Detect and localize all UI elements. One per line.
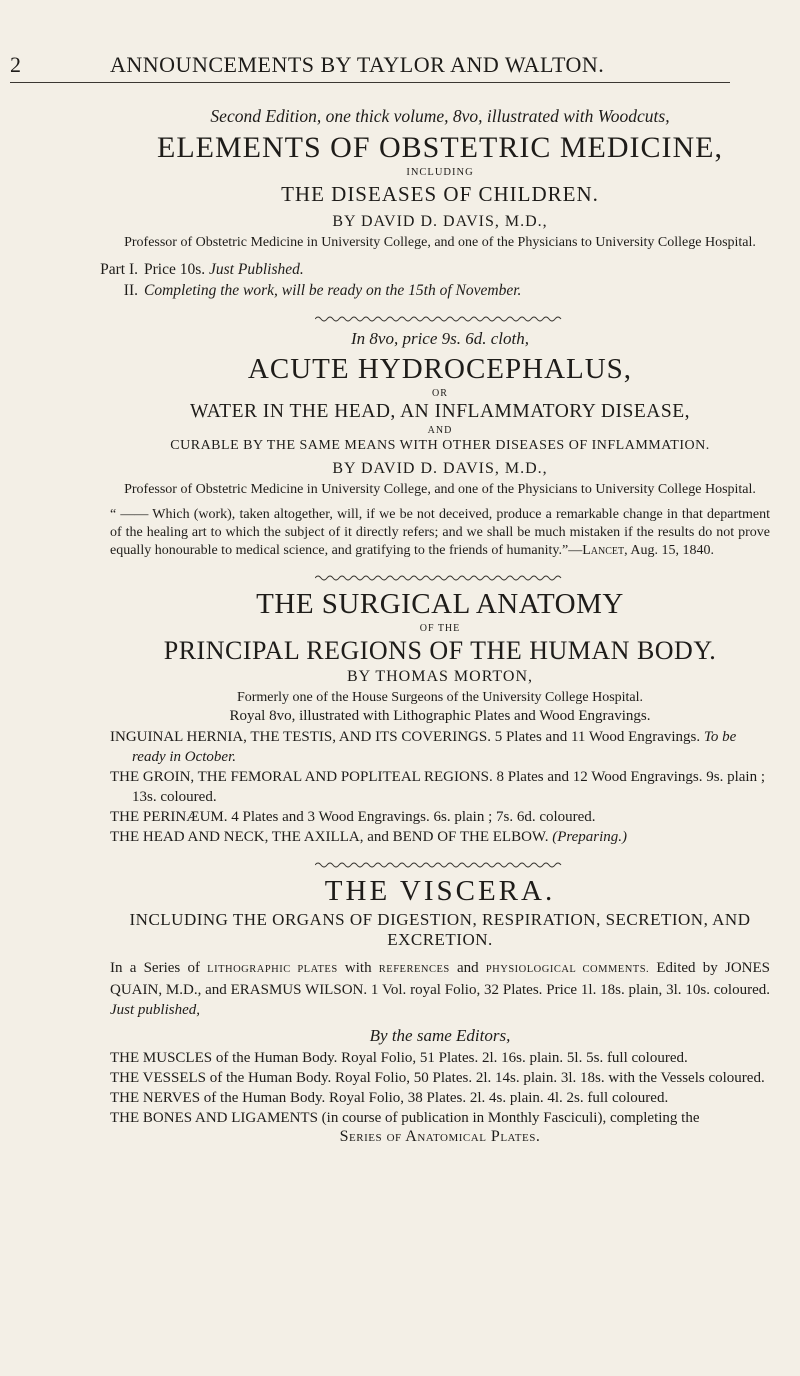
header-rule: [10, 82, 730, 83]
item-text: THE PERINÆUM. 4 Plates and 3 Wood Engravings. 6s. plain ; 7s. 6d. coloured.: [110, 809, 596, 825]
part-row: [110, 280, 770, 301]
item-text: INGUINAL HERNIA, THE TESTIS, AND ITS COVERINGS. 5 Plates and 11 Wood Engravings.: [110, 729, 704, 745]
wavy-divider: [315, 861, 565, 869]
and-label: AND: [427, 425, 453, 436]
series-text: REFERENCES: [378, 964, 450, 975]
parts-list: [100, 259, 770, 301]
series-text: LITHOGRAPHIC PLATES: [207, 964, 338, 975]
quote-source: Lancet: [582, 543, 625, 558]
item-status: To be ready in October.: [132, 729, 737, 765]
book-title: THE SURGICAL ANATOMY: [256, 588, 624, 620]
item-status: (Preparing.): [552, 829, 628, 845]
list-item: THE VESSELS of the Human Body. Royal Folio, 50 Plates. 2l. 14s. plain. 3l. 18s. with the Vessels coloured.: [110, 1070, 765, 1086]
book-subtitle-2: CURABLE BY THE SAME MEANS WITH OTHER DISEASES OF INFLAMMATION.: [170, 438, 710, 453]
running-title: ANNOUNCEMENTS BY TAYLOR AND WALTON.: [110, 52, 605, 77]
wavy-divider: [315, 574, 565, 582]
wavy-divider: [315, 315, 565, 323]
announcements: [100, 96, 770, 1146]
author-description: Professor of Obstetric Medicine in University College, and one of the Physicians to University College Hospital.: [124, 235, 756, 250]
author-description: Formerly one of the House Surgeons of the University College Hospital.: [236, 690, 644, 705]
quote-date: , Aug. 15, 1840.: [624, 543, 714, 558]
book-subtitle: THE DISEASES OF CHILDREN.: [281, 182, 599, 206]
series-text: with: [337, 960, 379, 976]
book-title: THE VISCERA.: [324, 875, 556, 907]
running-head: [10, 52, 730, 78]
part-label: Part I.: [100, 261, 138, 278]
item-text: THE GROIN, THE FEMORAL AND POPLITEAL REGIONS. 8 Plates and 12 Wood Engravings. 9s. plain ; 13s. coloured.: [110, 769, 766, 805]
list-item: THE BONES AND LIGAMENTS (in course of publication in Monthly Fasciculi), completing the: [110, 1110, 700, 1126]
list-item: [110, 727, 770, 767]
series-text: In a Series of: [110, 960, 208, 976]
book-viscera: [110, 875, 770, 1146]
series-description: [110, 958, 770, 1020]
book-subtitle: PRINCIPAL REGIONS OF THE HUMAN BODY.: [163, 636, 717, 665]
part-status: Completing the work, will be ready on the 15th of November.: [144, 282, 522, 299]
list-item: THE NERVES of the Human Body. Royal Folio, 38 Plates. 2l. 4s. plain. 4l. 2s. full coloured.: [110, 1090, 669, 1106]
item-text: THE HEAD AND NECK, THE AXILLA, and BEND OF THE ELBOW.: [110, 829, 553, 845]
parts-list: [110, 727, 770, 847]
plates-list: [110, 1048, 770, 1128]
part-row: [100, 259, 770, 280]
list-item: [110, 807, 770, 827]
author-line: BY THOMAS MORTON,: [347, 668, 533, 685]
series-text: and: [449, 960, 486, 976]
price-line: In 8vo, price 9s. 6d. cloth,: [351, 329, 529, 348]
part-label: II.: [123, 282, 138, 299]
format-line: Royal 8vo, illustrated with Lithographic Plates and Wood Engravings.: [229, 708, 651, 724]
part-price: Price 10s.: [144, 261, 210, 278]
edition-line: Second Edition, one thick volume, 8vo, illustrated with Woodcuts,: [210, 106, 670, 126]
or-label: OR: [432, 388, 448, 399]
series-text: PHYSIOLOGICAL COMMENTS.: [485, 964, 650, 975]
book-title: ELEMENTS OF OBSTETRIC MEDICINE,: [157, 131, 723, 164]
editors-line: By the same Editors,: [369, 1026, 511, 1045]
book-acute-hydrocephalus: [110, 329, 770, 560]
author-line: BY DAVID D. DAVIS, M.D.,: [332, 213, 548, 230]
book-surgical-anatomy: [110, 588, 770, 847]
list-item: THE MUSCLES of the Human Body. Royal Folio, 51 Plates. 2l. 16s. plain. 5l. 5s. full coloured.: [110, 1050, 688, 1066]
book-subtitle: INCLUDING THE ORGANS OF DIGESTION, RESPIRATION, SECRETION, AND EXCRETION.: [129, 910, 751, 949]
list-item: [110, 767, 770, 807]
page-number: 2: [10, 52, 22, 77]
quote-text: “ —— Which (work), taken altogether, will, if we be not deceived, produce a remarkable change in that department of the healing art to which the subject of it directly refers; and we shall be much mistaken if the results do not prove equally honourable to medical science, and gratifying to the friends of humanity.”—: [110, 507, 770, 558]
part-text: [144, 259, 304, 280]
book-subtitle: WATER IN THE HEAD, AN INFLAMMATORY DISEASE,: [190, 401, 690, 422]
list-item: [110, 827, 770, 847]
book-obstetric-medicine: [100, 106, 770, 301]
closing-line: Series of Anatomical Plates.: [339, 1128, 541, 1145]
of-the-label: OF THE: [419, 623, 461, 634]
book-title: ACUTE HYDROCEPHALUS,: [247, 353, 633, 385]
series-status: Just published,: [110, 1002, 200, 1018]
author-description: Professor of Obstetric Medicine in University College, and one of the Physicians to University College Hospital.: [124, 482, 756, 497]
review-quote: [110, 506, 770, 560]
part-status: Just Published.: [209, 261, 304, 278]
including-label: INCLUDING: [406, 167, 474, 178]
author-line: BY DAVID D. DAVIS, M.D.,: [332, 460, 548, 477]
series-text: Edited by JONES QUAIN, M.D., and ERASMUS WILSON. 1 Vol. royal Folio, 32 Plates. Price 1l. 18s. plain, 3l. 10s. coloured.: [110, 960, 770, 998]
